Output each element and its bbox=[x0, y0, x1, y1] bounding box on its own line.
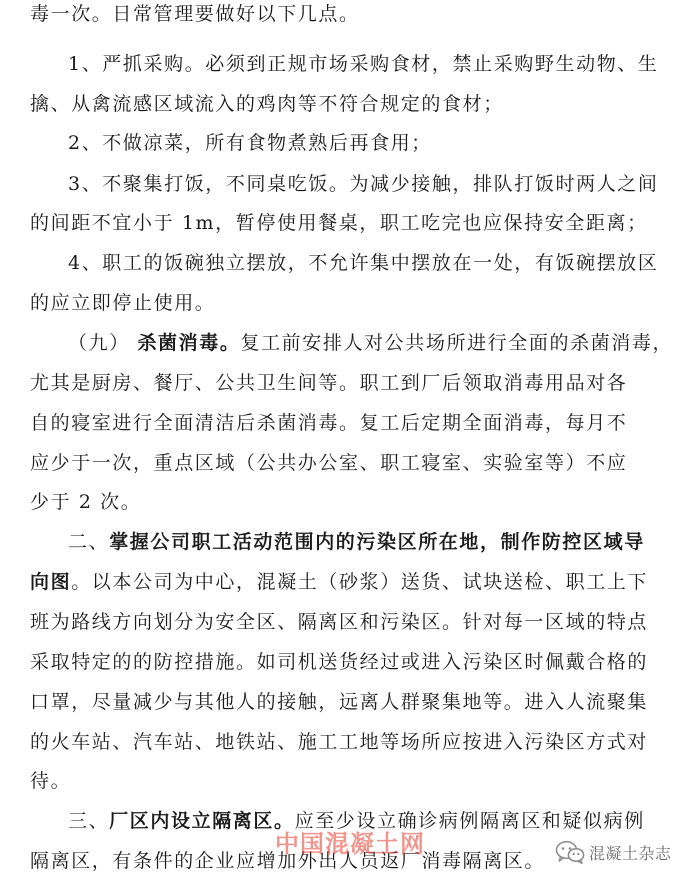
text-line bbox=[30, 570, 648, 594]
text-line bbox=[68, 251, 659, 275]
body-text: 三、 bbox=[68, 810, 110, 832]
bold-text: 掌握公司职工活动范围内的污染区所在地，制作防控区域导 bbox=[109, 531, 645, 553]
body-text: 4、职工的饭碗独立摆放，不允许集中摆放在一处，有饭碗摆放区 bbox=[68, 252, 659, 274]
text-line bbox=[30, 451, 627, 475]
text-line bbox=[68, 530, 645, 554]
body-text: 应少于一次，重点区域（公共办公室、职工寝室、实验室等）不应 bbox=[30, 452, 628, 474]
text-line bbox=[30, 92, 504, 116]
site-watermark: 中国混凝土网 bbox=[275, 830, 425, 858]
text-line bbox=[68, 172, 659, 196]
body-text: 口罩，尽量减少与其他人的接触，远离人群聚集地等。进入人流聚集 bbox=[30, 691, 649, 713]
text-line bbox=[30, 730, 648, 754]
body-text: 3、不聚集打饭，不同桌吃饭。为减少接触，排队打饭时两人之间 bbox=[68, 173, 659, 195]
body-text: 。以本公司为中心，混凝土（砂浆）送货、试块送检、职工上下 bbox=[71, 571, 649, 593]
body-text: 应至少设立确诊病例隔离区和疑似病例 bbox=[294, 810, 645, 832]
text-line bbox=[30, 291, 215, 315]
body-text: 的应立即停止使用。 bbox=[30, 292, 216, 314]
body-text: 的间距不宜小于 1m，暂停使用餐桌，职工吃完也应保持安全距离； bbox=[30, 212, 648, 234]
bold-text: 杀菌消毒。 bbox=[137, 332, 241, 354]
body-text: （九） bbox=[68, 332, 138, 354]
text-line bbox=[30, 849, 545, 873]
body-text: 自的寝室进行全面清洁后杀菌消毒。复工后定期全面消毒，每月不 bbox=[30, 412, 628, 434]
body-text: 二、 bbox=[68, 531, 110, 553]
body-text: 毒一次。日常管理要做好以下几点。 bbox=[30, 3, 360, 25]
text-line bbox=[30, 610, 648, 634]
bold-text: 厂区内设立隔离区。 bbox=[109, 810, 295, 832]
text-line bbox=[30, 690, 648, 714]
body-text: 少于 2 次。 bbox=[30, 491, 142, 513]
body-text: 擒、从禽流感区域流入的鸡肉等不符合规定的食材； bbox=[30, 93, 504, 115]
text-line bbox=[30, 650, 648, 674]
body-text: 的火车站、汽车站、地铁站、施工工地等场所应按进入污染区方式对 bbox=[30, 731, 649, 753]
body-text: 采取特定的的防控措施。如司机送货经过或进入污染区时佩戴合格的 bbox=[30, 651, 649, 673]
text-line bbox=[68, 52, 659, 76]
body-text: 尤其是厨房、餐厅、公共卫生间等。职工到厂后领取消毒用品对各 bbox=[30, 372, 628, 394]
text-line bbox=[30, 490, 141, 514]
text-line bbox=[30, 2, 360, 26]
body-text: 复工前安排人对公共场所进行全面的杀菌消毒， bbox=[240, 332, 674, 354]
text-line bbox=[30, 411, 627, 435]
text-line bbox=[68, 809, 645, 833]
wechat-account-name: 混凝土杂志 bbox=[589, 843, 672, 863]
text-line bbox=[30, 769, 71, 793]
text-line bbox=[68, 331, 673, 355]
bold-text: 向图 bbox=[30, 571, 72, 593]
text-line bbox=[30, 371, 627, 395]
body-text: 待。 bbox=[30, 770, 72, 792]
body-text: 隔离区，有条件的企业应增加外出人员返厂消毒隔离区。 bbox=[30, 850, 546, 872]
body-text: 2、不做凉菜，所有食物煮熟后再食用； bbox=[68, 132, 432, 154]
text-line bbox=[30, 211, 648, 235]
body-text: 班为路线方向划分为安全区、隔离区和污染区。针对每一区域的特点 bbox=[30, 611, 649, 633]
text-line bbox=[68, 131, 432, 155]
body-text: 1、严抓采购。必须到正规市场采购食材，禁止采购野生动物、生 bbox=[68, 53, 659, 75]
